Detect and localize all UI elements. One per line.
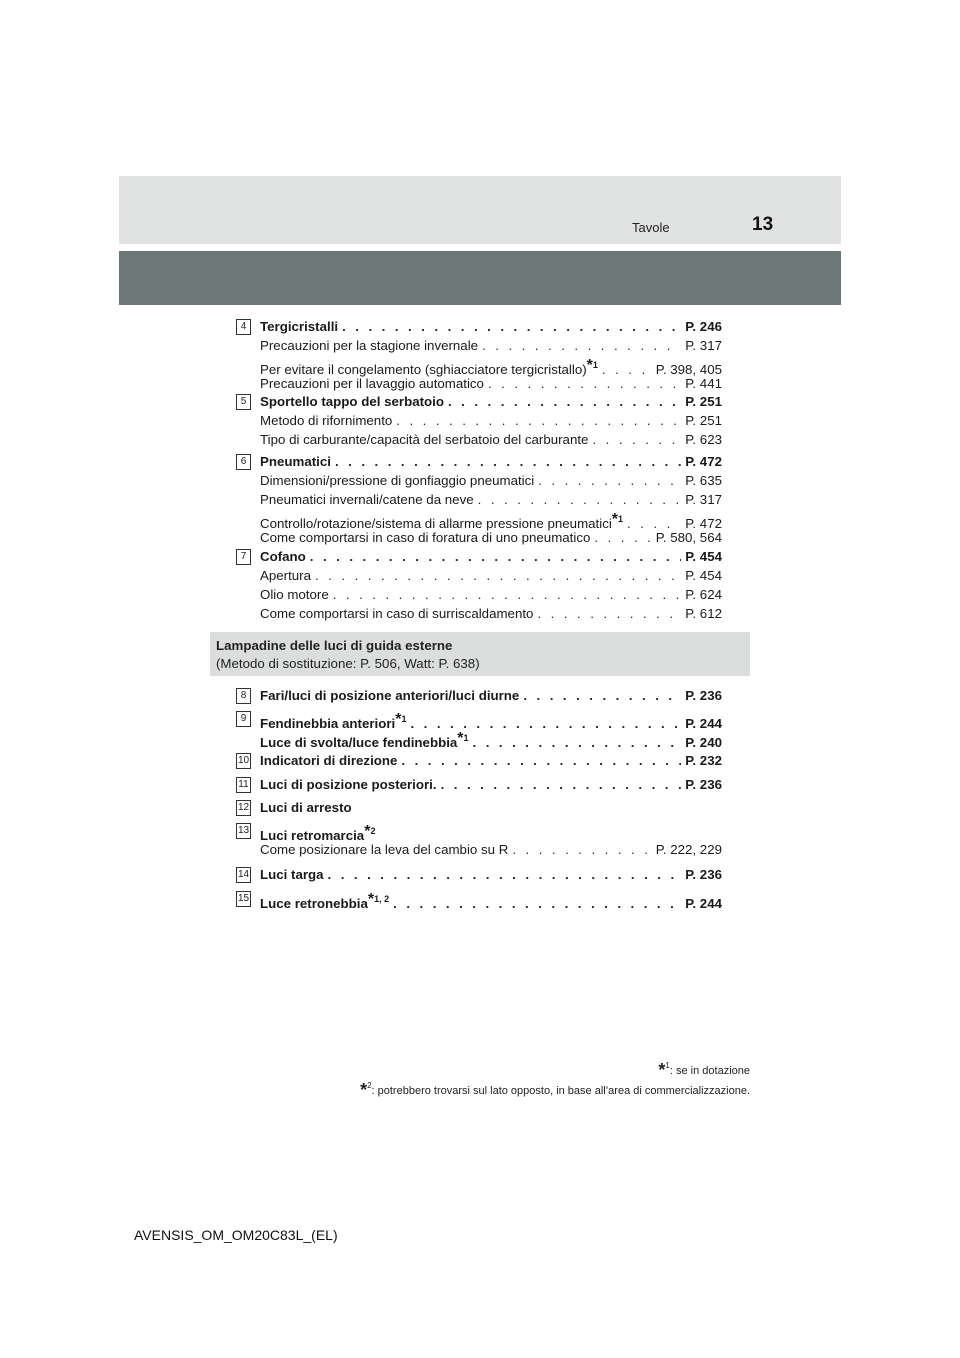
page-ref: P. 251 <box>685 413 722 428</box>
entry-label: Per evitare il congelamento (sghiacciatore tergicristallo)*$^1$ <box>260 357 598 377</box>
entry-group-12 <box>236 800 722 819</box>
page-ref: P. 246 <box>685 319 722 334</box>
dot-leader <box>478 492 682 507</box>
item-number-badge: 4 <box>236 319 251 335</box>
page-ref: P. 624 <box>685 587 722 602</box>
footnote-2: *$^2$: potrebbero trovarsi sul lato opposto, in base all’area di commercializzazione. <box>360 1080 750 1100</box>
entry-row <box>236 432 722 451</box>
page-ref: P. 317 <box>685 492 722 507</box>
page-ref: P. 623 <box>685 432 722 447</box>
entry-label: Indicatori di direzione <box>260 753 398 768</box>
dot-leader <box>482 338 681 353</box>
entry-label: Come comportarsi in caso di foratura di uno pneumatico <box>260 530 591 545</box>
entry-row <box>236 891 722 910</box>
entry-row <box>236 454 722 473</box>
entry-row <box>236 530 722 549</box>
entry-row <box>236 800 722 819</box>
page-ref: P. 472 <box>685 454 722 469</box>
page-ref: P. 398, 405 <box>655 362 722 377</box>
item-number-badge: 9 <box>236 711 251 727</box>
dot-leader <box>448 394 681 409</box>
dot-leader <box>488 376 681 391</box>
entry-label: Luce retronebbia*$^{1, 2}$ <box>260 891 390 911</box>
dot-leader <box>410 716 681 731</box>
entry-label: Pneumatici invernali/catene da neve <box>260 492 474 507</box>
entry-row <box>236 357 722 376</box>
entry-label: Luci targa <box>260 867 324 882</box>
entry-row <box>236 753 722 772</box>
entry-label: Precauzioni per la stagione invernale <box>260 338 479 353</box>
entry-label: Luci di arresto <box>260 800 352 815</box>
entry-label: Sportello tappo del serbatoio <box>260 394 444 409</box>
dot-leader <box>333 587 682 602</box>
dot-leader <box>441 777 682 792</box>
entry-label: Apertura <box>260 568 311 583</box>
entry-row <box>236 688 722 707</box>
page-ref: P. 236 <box>685 688 722 703</box>
entry-label: Come comportarsi in caso di surriscaldamento <box>260 606 534 621</box>
entry-label: Fendinebbia anteriori*$^1$ <box>260 711 407 731</box>
item-number-badge: 12 <box>236 800 251 816</box>
entry-row <box>236 730 722 749</box>
entry-label: Pneumatici <box>260 454 331 469</box>
entry-row <box>236 549 722 568</box>
page-ref: P. 244 <box>685 716 722 731</box>
entry-row <box>236 413 722 432</box>
page-ref: P. 236 <box>685 867 722 882</box>
dot-leader <box>512 842 651 857</box>
item-number-badge: 11 <box>236 777 251 793</box>
entry-label: Luci retromarcia*$^2$ <box>260 823 376 843</box>
entry-group-13 <box>236 823 722 861</box>
entry-row <box>236 376 722 395</box>
dot-leader <box>328 867 682 882</box>
item-number-badge: 10 <box>236 753 251 769</box>
entry-row <box>236 823 722 842</box>
item-number-badge: 6 <box>236 454 251 470</box>
dot-leader <box>538 473 681 488</box>
dot-leader <box>473 735 682 750</box>
entry-row <box>236 492 722 511</box>
entry-row <box>236 777 722 796</box>
entry-group-15 <box>236 891 722 910</box>
page-ref: P. 441 <box>685 376 722 391</box>
page-ref: P. 240 <box>685 735 722 750</box>
lamp-section-box <box>210 632 750 676</box>
entry-label: Come posizionare la leva del cambio su R <box>260 842 509 857</box>
entry-label: Fari/luci di posizione anteriori/luci diurne <box>260 688 520 703</box>
entry-label: Controllo/rotazione/sistema di allarme pressione pneumatici*$^1$ <box>260 511 624 531</box>
section-title: Tavole <box>632 220 670 235</box>
dot-leader <box>592 432 681 447</box>
entry-label: Tergicristalli <box>260 319 339 334</box>
dot-leader <box>537 606 681 621</box>
entry-row <box>236 568 722 587</box>
header-band <box>119 176 841 244</box>
item-number-badge: 14 <box>236 867 251 883</box>
lamp-section-title: Lampadine delle luci di guida esterne <box>216 638 453 653</box>
entry-label: Tipo di carburante/capacità del serbatoio del carburante <box>260 432 589 447</box>
item-number-badge: 7 <box>236 549 251 565</box>
entry-row <box>236 511 722 530</box>
page-ref: P. 580, 564 <box>655 530 722 545</box>
dot-leader <box>401 753 681 768</box>
entry-row <box>236 473 722 492</box>
entry-label: Dimensioni/pressione di gonfiaggio pneumatici <box>260 473 535 488</box>
entry-row <box>236 319 722 338</box>
page-ref: P. 454 <box>685 549 722 564</box>
entry-label: Olio motore <box>260 587 329 602</box>
entry-label: Cofano <box>260 549 306 564</box>
dot-leader <box>602 362 652 377</box>
dot-leader <box>523 688 681 703</box>
entry-group-14 <box>236 867 722 886</box>
page-ref: P. 251 <box>685 394 722 409</box>
entry-group-5 <box>236 394 722 451</box>
entry-row <box>236 606 722 625</box>
page-number: 13 <box>752 214 774 235</box>
dot-leader <box>627 516 681 531</box>
dot-leader <box>342 319 681 334</box>
entry-group-10 <box>236 753 722 772</box>
entry-row <box>236 338 722 357</box>
dot-leader <box>335 454 681 469</box>
entry-group-11 <box>236 777 722 796</box>
page-ref: P. 454 <box>685 568 722 583</box>
page-ref: P. 612 <box>685 606 722 621</box>
document-code: AVENSIS_OM_OM20C83L_(EL) <box>134 1227 338 1243</box>
page-ref: P. 232 <box>685 753 722 768</box>
entry-label: Luce di svolta/luce fendinebbia*$^1$ <box>260 730 469 750</box>
entry-label: Luci di posizione posteriori. <box>260 777 437 792</box>
item-number-badge: 8 <box>236 688 251 704</box>
page-ref: P. 244 <box>685 896 722 911</box>
dot-leader <box>396 413 681 428</box>
entry-group-9 <box>236 711 722 749</box>
page-ref: P. 222, 229 <box>655 842 722 857</box>
entry-row <box>236 842 722 861</box>
entry-group-7 <box>236 549 722 625</box>
item-number-badge: 5 <box>236 394 251 410</box>
entry-row <box>236 867 722 886</box>
lamp-section-subtitle: (Metodo di sostituzione: P. 506, Watt: P. 638) <box>216 656 480 671</box>
dot-leader <box>594 530 651 545</box>
entry-group-8 <box>236 688 722 707</box>
page-ref: P. 317 <box>685 338 722 353</box>
page-ref: P. 472 <box>685 516 722 531</box>
item-number-badge: 15 <box>236 891 251 907</box>
item-number-badge: 13 <box>236 823 251 839</box>
entry-group-4 <box>236 319 722 395</box>
entry-label: Precauzioni per il lavaggio automatico <box>260 376 484 391</box>
page-ref: P. 236 <box>685 777 722 792</box>
entry-row <box>236 711 722 730</box>
entry-label: Metodo di rifornimento <box>260 413 393 428</box>
page-ref: P. 635 <box>685 473 722 488</box>
dot-leader <box>315 568 681 583</box>
entry-group-6 <box>236 454 722 549</box>
dot-leader <box>310 549 681 564</box>
header-dark-band <box>119 251 841 305</box>
dot-leader <box>393 896 681 911</box>
footnote-1: *$^1$: se in dotazione <box>658 1060 750 1080</box>
entry-row <box>236 394 722 413</box>
entry-row <box>236 587 722 606</box>
